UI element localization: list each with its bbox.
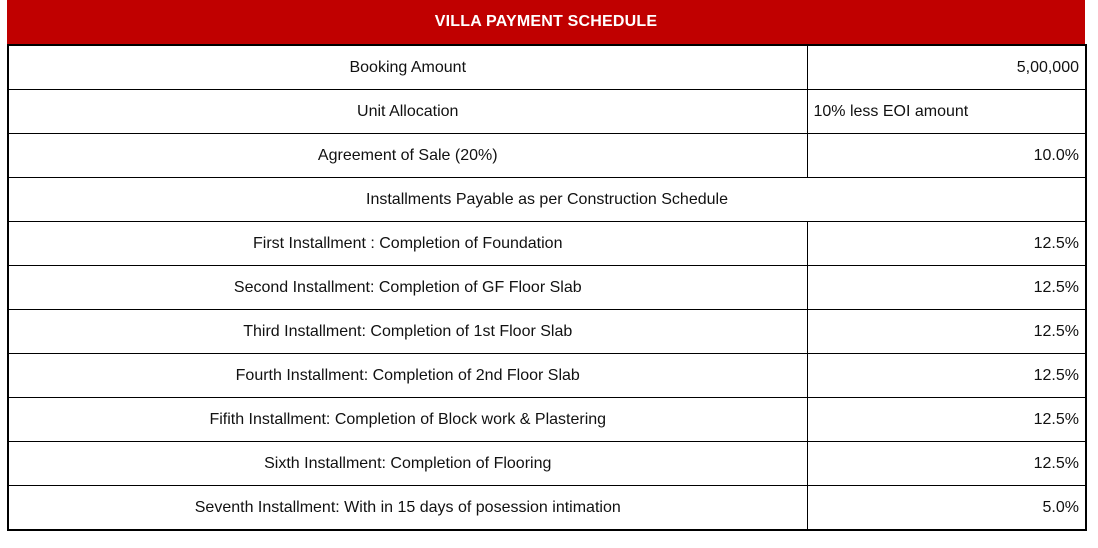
row-value: 12.5% xyxy=(807,398,1086,442)
row-label: Booking Amount xyxy=(8,45,807,90)
row-label: Agreement of Sale (20%) xyxy=(8,134,807,178)
table-row xyxy=(8,486,1086,531)
row-label: Fourth Installment: Completion of 2nd Floor Slab xyxy=(8,354,807,398)
row-value: 5.0% xyxy=(807,486,1086,531)
row-value: 12.5% xyxy=(807,222,1086,266)
row-value: 12.5% xyxy=(807,266,1086,310)
payment-schedule-table xyxy=(7,44,1087,531)
table-row xyxy=(8,45,1086,90)
row-label: Third Installment: Completion of 1st Floor Slab xyxy=(8,310,807,354)
table-row xyxy=(8,90,1086,134)
row-label: First Installment : Completion of Foundation xyxy=(8,222,807,266)
schedule-title: VILLA PAYMENT SCHEDULE xyxy=(7,0,1085,44)
row-value: 12.5% xyxy=(807,310,1086,354)
row-label: Fifith Installment: Completion of Block work & Plastering xyxy=(8,398,807,442)
table-row xyxy=(8,442,1086,486)
table-row xyxy=(8,266,1086,310)
row-value: 12.5% xyxy=(807,442,1086,486)
row-label: Seventh Installment: With in 15 days of posession intimation xyxy=(8,486,807,531)
table-row xyxy=(8,354,1086,398)
payment-schedule-sheet xyxy=(7,0,1085,531)
row-value: 5,00,000 xyxy=(807,45,1086,90)
table-row xyxy=(8,222,1086,266)
row-label: Second Installment: Completion of GF Floor Slab xyxy=(8,266,807,310)
row-value: 10% less EOI amount xyxy=(807,90,1086,134)
table-row xyxy=(8,398,1086,442)
section-row xyxy=(8,178,1086,222)
section-heading: Installments Payable as per Construction Schedule xyxy=(8,178,1086,222)
table-row xyxy=(8,310,1086,354)
row-label: Sixth Installment: Completion of Flooring xyxy=(8,442,807,486)
row-label: Unit Allocation xyxy=(8,90,807,134)
row-value: 12.5% xyxy=(807,354,1086,398)
row-value: 10.0% xyxy=(807,134,1086,178)
table-row xyxy=(8,134,1086,178)
